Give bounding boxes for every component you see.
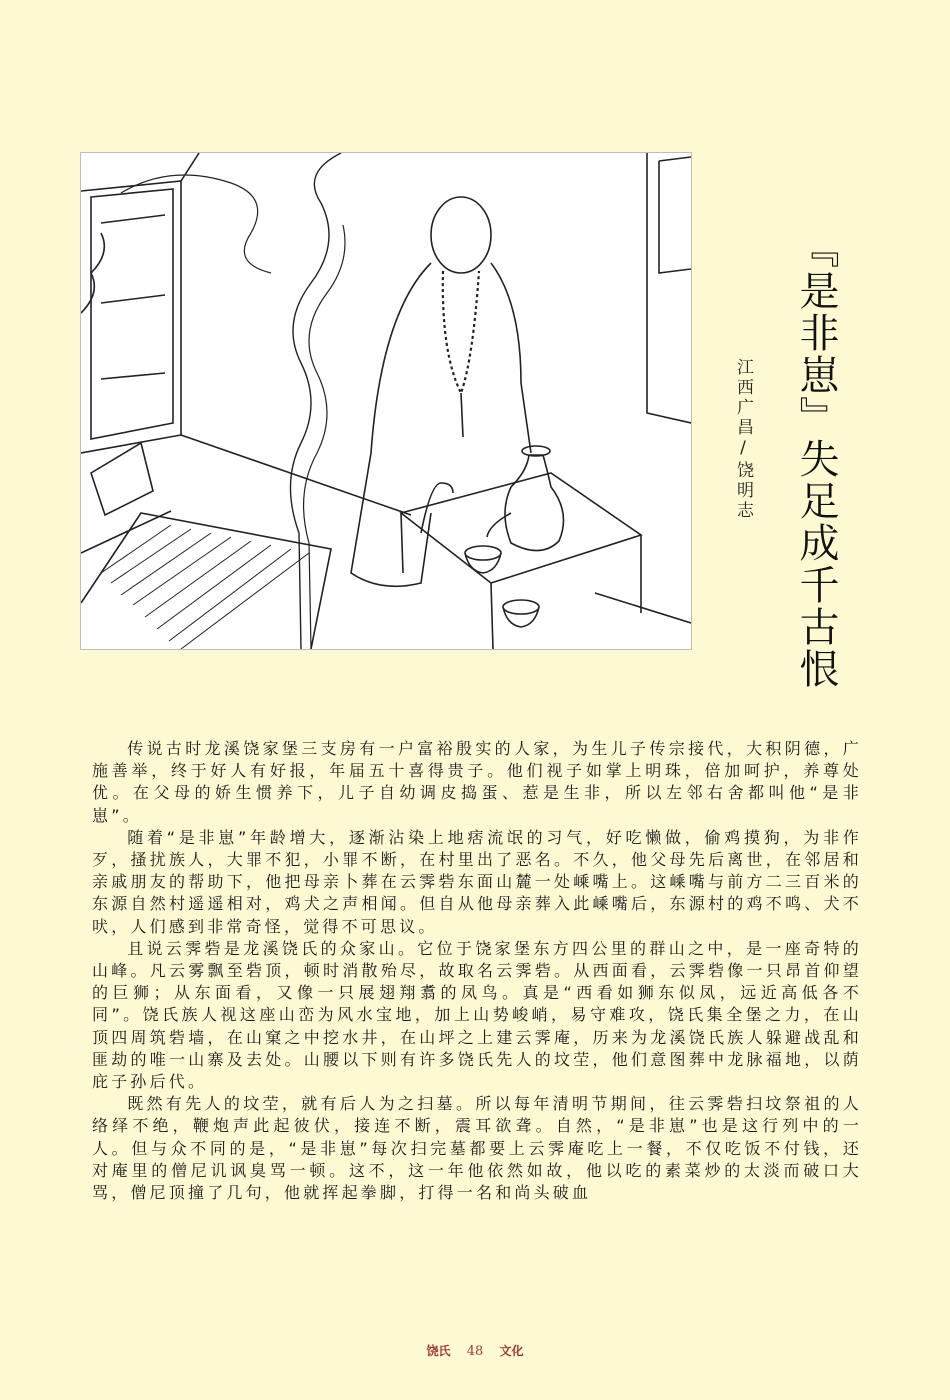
article-author: 江西广昌/饶明志 <box>733 358 753 521</box>
footer-magazine-name: 饶氏 <box>426 1344 451 1358</box>
article-body <box>92 738 862 1204</box>
page-number: 48 <box>466 1344 484 1359</box>
paragraph: 既然有先人的坟茔，就有后人为之扫墓。所以每年清明节期间，往云霁砦扫坟祭祖的人络绎不绝，鞭炮声此起彼伏，接连不断，震耳欲聋。自然，“是非崽”也是这行列中的一人。但与众不同的是，“是非崽”每次扫完墓都要上云霁庵吃上一餐，不仅吃饭不付钱，还对庵里的僧尼讥讽臭骂一顿。这不，这一年他依然如故，他以吃的素菜炒的太淡而破口大骂，僧尼顶撞了几句，他就挥起拳脚，打得一名和尚头破血 <box>92 1094 862 1203</box>
paragraph: 随着“是非崽”年龄增大，逐渐沾染上地痞流氓的习气，好吃懒做，偷鸡摸狗，为非作歹，搔扰族人，大罪不犯，小罪不断，在村里出了恶名。不久，他父母先后离世，在邻居和亲戚朋友的帮助下，他把母亲卜葬在云霁砦东面山麓一处嵊嘴上。这嵊嘴与前方二三百米的东源自然村遥遥相对，鸡犬之声相闻。但自从他母亲葬入此嵊嘴后，东源村的鸡不鸣、犬不吠，人们感到非常奇怪，觉得不可思议。 <box>92 827 862 936</box>
footer-section-name: 文化 <box>499 1344 524 1358</box>
article-title: 『是非崽』失足成千古恨 <box>793 228 839 690</box>
illustration-monk-incense <box>80 152 692 650</box>
paragraph: 传说古时龙溪饶家堡三支房有一户富裕殷实的人家，为生儿子传宗接代，大积阴德，广施善举，终于好人有好报，年届五十喜得贵子。他们视子如掌上明珠，倍加呵护，养尊处优。在父母的娇生惯养下，儿子自幼调皮捣蛋、惹是生非，所以左邻右舍都叫他“是非崽”。 <box>92 739 862 825</box>
page-footer <box>0 1342 950 1359</box>
paragraph: 且说云霁砦是龙溪饶氏的众家山。它位于饶家堡东方四公里的群山之中，是一座奇特的山峰。凡云雾飘至砦顶，顿时消散殆尽，故取名云霁砦。从西面看，云霁砦像一只昂首仰望的巨狮；从东面看，又像一只展翅翔翥的凤鸟。真是“西看如狮东似凤，远近高低各不同”。饶氏族人视这座山峦为风水宝地，加上山势峻峭，易守难攻，饶氏集全堡之力，在山顶四周筑砦墙，在山窠之中挖水井，在山坪之上建云霁庵，历来为龙溪饶氏族人躲避战乱和匪劫的唯一山寨及去处。山腰以下则有许多饶氏先人的坟茔，他们意图葬中龙脉福地，以荫庇子孙后代。 <box>92 938 862 1092</box>
line-drawing <box>81 153 691 649</box>
